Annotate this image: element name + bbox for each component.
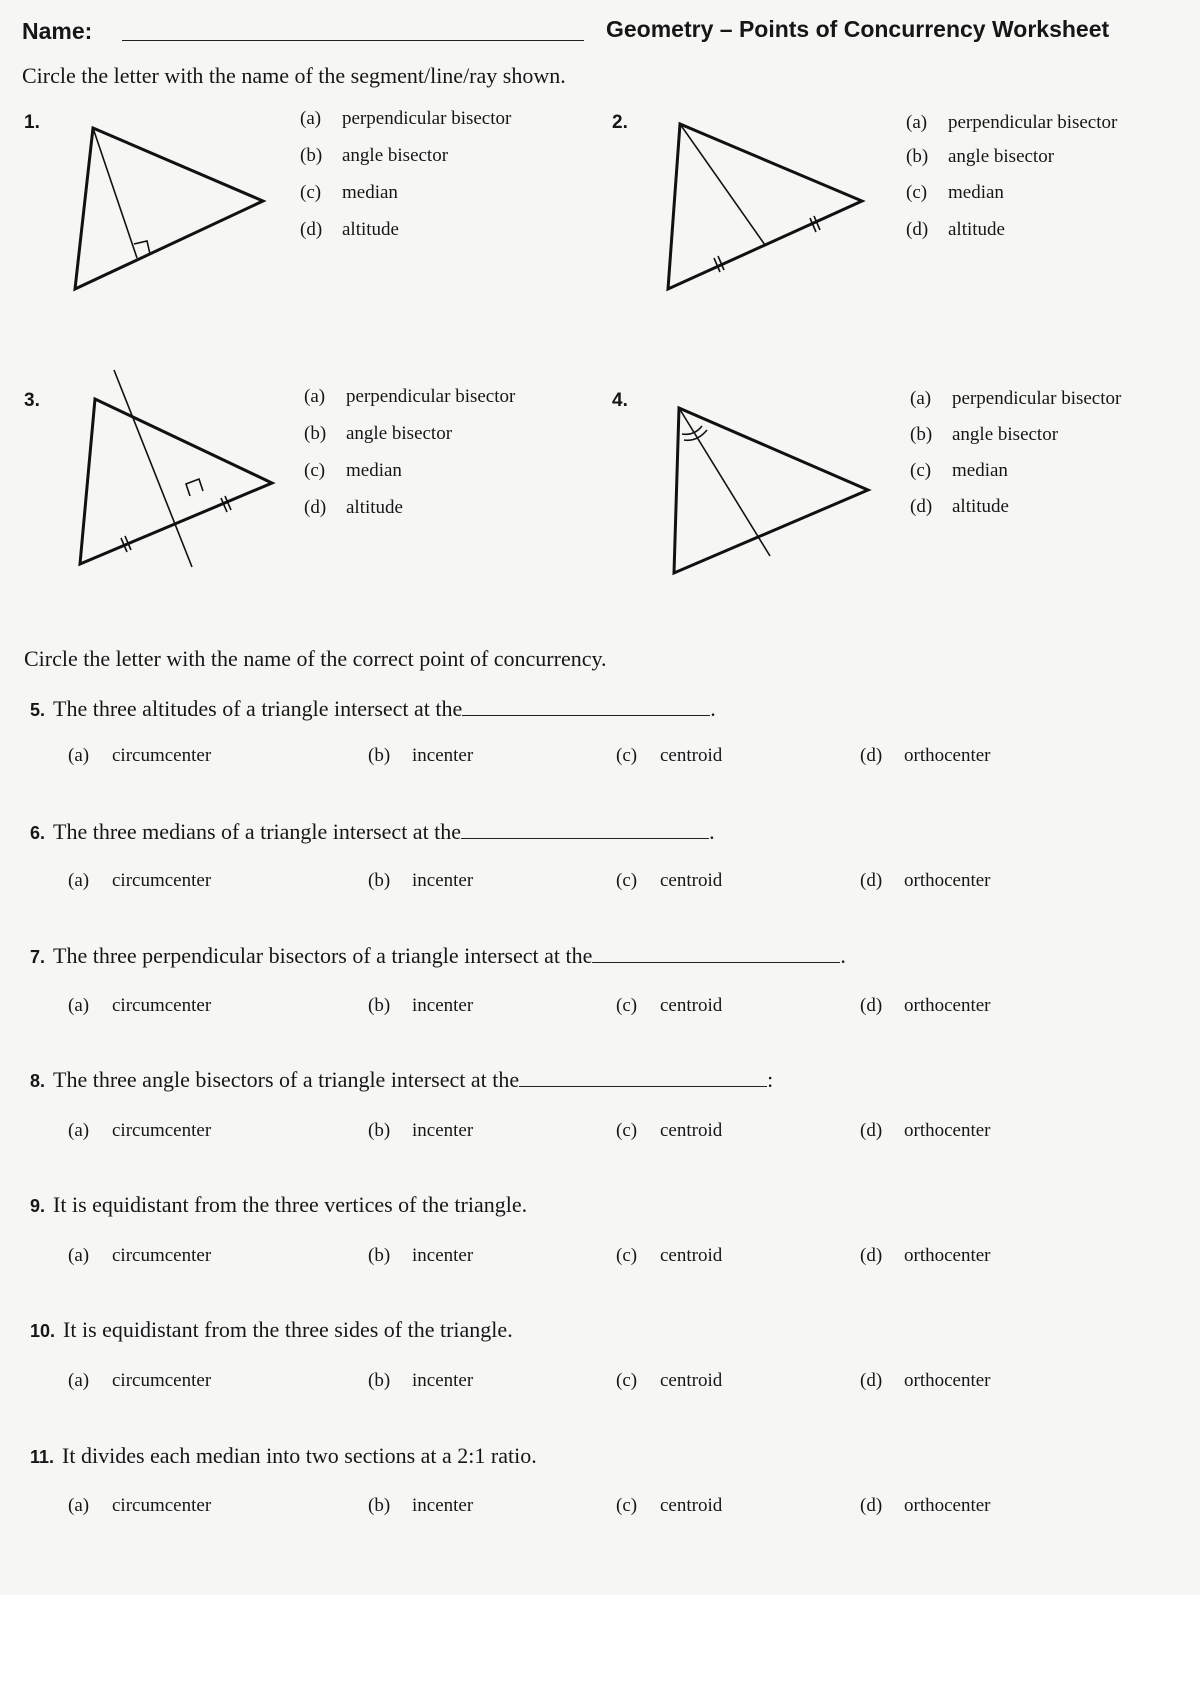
question-11: 11. It divides each median into two sections at a 2:1 ratio. (30, 1443, 537, 1468)
q11-choice-b[interactable]: (b) incenter (368, 1495, 474, 1516)
q9-choice-c[interactable]: (c) centroid (616, 1245, 723, 1266)
q6-choice-a[interactable]: (a) circumcenter (68, 870, 212, 891)
question-6: 6. The three medians of a triangle intersect at the . (30, 819, 715, 844)
answer-blank[interactable] (519, 1068, 767, 1087)
answer-blank[interactable] (462, 697, 710, 716)
question-9: 9. It is equidistant from the three vertices of the triangle. (30, 1192, 528, 1217)
q10-choice-c[interactable]: (c) centroid (616, 1370, 723, 1391)
item-4-number: 4. (612, 390, 628, 411)
q9-choice-a[interactable]: (a) circumcenter (68, 1245, 212, 1266)
figure-angle-bisector-triangle (666, 402, 886, 592)
name-label: Name: (22, 18, 93, 44)
part1-instruction: Circle the letter with the name of the segment/line/ray shown. (22, 63, 566, 88)
q10-choice-b[interactable]: (b) incenter (368, 1370, 474, 1391)
q7-choice-c[interactable]: (c) centroid (616, 995, 723, 1016)
q8-choice-b[interactable]: (b) incenter (368, 1120, 474, 1141)
q7-choice-d[interactable]: (d) orthocenter (860, 995, 991, 1016)
answer-blank[interactable] (461, 820, 709, 839)
q7-choice-b[interactable]: (b) incenter (368, 995, 474, 1016)
q10-choice-d[interactable]: (d) orthocenter (860, 1370, 991, 1391)
question-8: 8. The three angle bisectors of a triangle intersect at the : (30, 1067, 774, 1092)
q5-choice-c[interactable]: (c) centroid (616, 745, 723, 766)
q8-choice-a[interactable]: (a) circumcenter (68, 1120, 212, 1141)
figure-perpendicular-bisector-triangle (66, 370, 286, 570)
q5-choice-d[interactable]: (d) orthocenter (860, 745, 991, 766)
item-3-option-a[interactable]: (a) perpendicular bisector (304, 386, 516, 407)
item-4-option-c[interactable]: (c) median (910, 460, 1008, 481)
q5-choice-b[interactable]: (b) incenter (368, 745, 474, 766)
q8-choice-c[interactable]: (c) centroid (616, 1120, 723, 1141)
item-1-option-a[interactable]: (a) perpendicular bisector (300, 108, 512, 129)
question-10: 10. It is equidistant from the three sides of the triangle. (30, 1317, 513, 1342)
item-1-option-d[interactable]: (d) altitude (300, 219, 399, 240)
item-3-option-c[interactable]: (c) median (304, 460, 402, 481)
figure-altitude-triangle (60, 118, 280, 298)
item-2-option-a[interactable]: (a) perpendicular bisector (906, 112, 1118, 133)
worksheet-title: Geometry – Points of Concurrency Worksheet (606, 16, 1110, 42)
item-3-number: 3. (24, 390, 40, 411)
q9-choice-b[interactable]: (b) incenter (368, 1245, 474, 1266)
q11-choice-a[interactable]: (a) circumcenter (68, 1495, 212, 1516)
answer-blank[interactable] (592, 944, 840, 963)
q6-choice-c[interactable]: (c) centroid (616, 870, 723, 891)
item-1-option-c[interactable]: (c) median (300, 182, 398, 203)
q11-choice-d[interactable]: (d) orthocenter (860, 1495, 991, 1516)
q10-choice-a[interactable]: (a) circumcenter (68, 1370, 212, 1391)
item-4-option-a[interactable]: (a) perpendicular bisector (910, 388, 1122, 409)
item-1-number: 1. (24, 112, 40, 133)
question-7: 7. The three perpendicular bisectors of a triangle intersect at the . (30, 943, 846, 968)
question-5: 5. The three altitudes of a triangle intersect at the . (30, 696, 716, 721)
q11-choice-c[interactable]: (c) centroid (616, 1495, 723, 1516)
item-2-option-b[interactable]: (b) angle bisector (906, 146, 1055, 167)
item-3-option-b[interactable]: (b) angle bisector (304, 423, 453, 444)
item-2-option-d[interactable]: (d) altitude (906, 219, 1005, 240)
q6-choice-b[interactable]: (b) incenter (368, 870, 474, 891)
item-2-number: 2. (612, 112, 628, 133)
q8-choice-d[interactable]: (d) orthocenter (860, 1120, 991, 1141)
figure-median-triangle (660, 118, 880, 298)
item-4-option-b[interactable]: (b) angle bisector (910, 424, 1059, 445)
part2-instruction: Circle the letter with the name of the correct point of concurrency. (24, 646, 607, 671)
item-4-option-d[interactable]: (d) altitude (910, 496, 1009, 517)
item-1-option-b[interactable]: (b) angle bisector (300, 145, 449, 166)
q7-choice-a[interactable]: (a) circumcenter (68, 995, 212, 1016)
name-blank[interactable] (122, 40, 584, 41)
q9-choice-d[interactable]: (d) orthocenter (860, 1245, 991, 1266)
item-3-option-d[interactable]: (d) altitude (304, 497, 403, 518)
q5-choice-a[interactable]: (a) circumcenter (68, 745, 212, 766)
item-2-option-c[interactable]: (c) median (906, 182, 1004, 203)
q6-choice-d[interactable]: (d) orthocenter (860, 870, 991, 891)
